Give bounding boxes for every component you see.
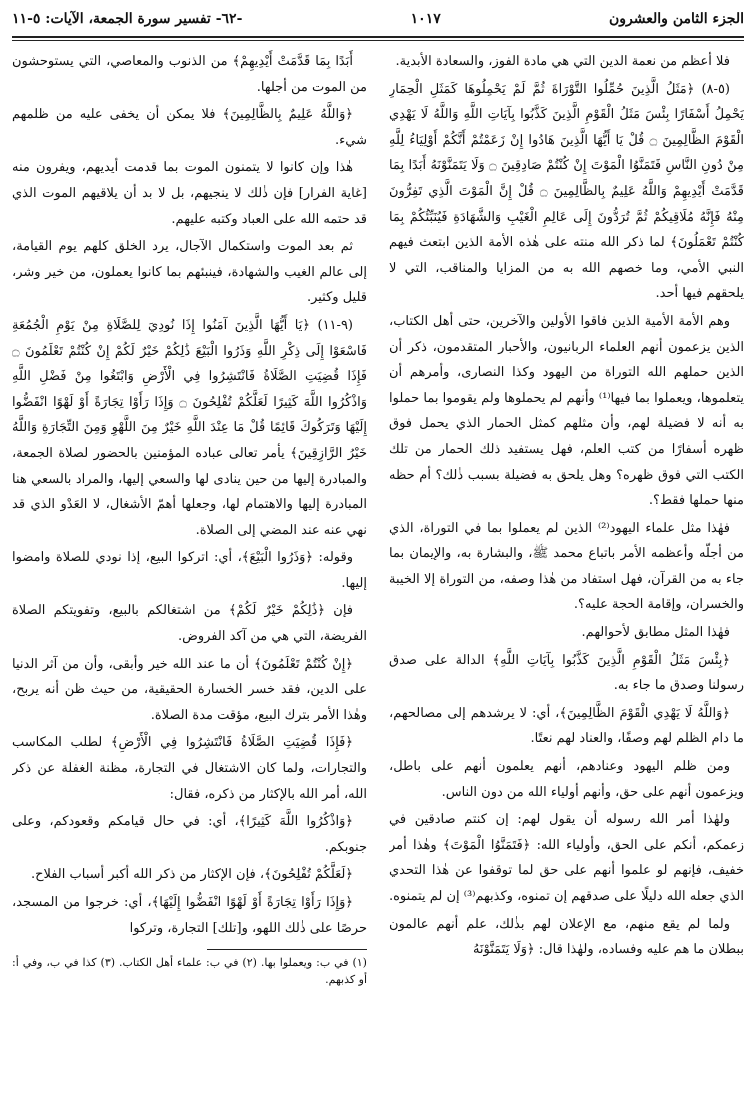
paragraph: ومن ظلم اليهود وعنادهم، أنهم يعلمون أنهم على باطل، ويزعمون أنهم على حق، وأنهم أولياء الله من دون الناس.	[389, 759, 744, 800]
header-surah-title: -٦٢- تفسير سورة الجمعة، الآيات: ٥-١١	[12, 11, 243, 27]
footnotes: (١) في ب: ويعملوا بها. (٢) في ب: علماء أهل الكتاب. (٣) كذا في ب، وفي أ: أو كذبهم.	[12, 956, 367, 987]
paragraph: ﴿وَاللَّهُ عَلِيمٌ بِالظَّالِمِينَ﴾ فلا يمكن أن يخفى عليه من ظلمهم شيء.	[12, 107, 367, 148]
paragraph: ﴿إِنْ كُنْتُمْ تَعْلَمُونَ﴾ أن ما عند الله خير وأبقى، وأن من آثر الدنيا على الدين، فقد خسر الخسارة الحقيقية، من حيث ظن أنه يربح، وهٰذا الأمر بترك البيع، مؤقت مدة الصلاة.	[12, 656, 367, 723]
paragraph: (٥-٨) ﴿مَثَلُ الَّذِينَ حُمِّلُوا التَّوْرَاةَ ثُمَّ لَمْ يَحْمِلُوهَا كَمَثَلِ الْحِمَارِ يَحْمِلُ أَسْفَارًا بِئْسَ مَثَلُ الْقَوْمِ الَّذِينَ كَذَّبُوا بِآيَاتِ اللَّهِ وَاللَّهُ لَا يَهْدِي الْقَوْمَ الظَّالِمِينَ ۝ قُلْ يَا أَيُّهَا الَّذِينَ هَادُوا إِنْ زَعَمْتُمْ أَنَّكُمْ أَوْلِيَاءُ لِلَّهِ مِنْ دُونِ النَّاسِ فَتَمَنَّوُا الْمَوْتَ إِنْ كُنْتُمْ صَادِقِينَ ۝ وَلَا يَتَمَنَّوْنَهُ أَبَدًا بِمَا قَدَّمَتْ أَيْدِيهِمْ وَاللَّهُ عَلِيمٌ بِالظَّالِمِينَ ۝ قُلْ إِنَّ الْمَوْتَ الَّذِي تَفِرُّونَ مِنْهُ فَإِنَّهُ مُلَاقِيكُمْ ثُمَّ تُرَدُّونَ إِلَى عَالِمِ الْغَيْبِ وَالشَّهَادَةِ فَيُنَبِّئُكُمْ بِمَا كُنْتُمْ تَعْمَلُونَ﴾ لما ذكر الله منته على هٰذه الأمة الذين ابتعث فيهم النبي الأمي، وما خصهم الله به من المزايا والمناقب، التي لا يلحقهم فيها أحد.	[389, 81, 744, 302]
paragraph: فهٰذا مثل علماء اليهود⁽²⁾ الذين لم يعملوا بما في التوراة، الذي من أجلّه وأعظمه الأمر باتباع محمد ﷺ، والبشارة به، والإيمان بما جاء به من القرآن، فهل استفاد من هٰذا وصفه، من التوراة إلا الخيبة والخسران، وإقامة الحجة عليه؟.	[389, 520, 744, 613]
header-part-title: الجزء الثامن والعشرون	[609, 11, 744, 27]
paragraph: أَبَدًا بِمَا قَدَّمَتْ أَيْدِيهِمْ﴾ من الذنوب والمعاصي، التي يستوحشون من الموت من أجلها.	[12, 54, 367, 95]
left-column	[12, 49, 367, 1079]
paragraph: ﴿وَاللَّهُ لَا يَهْدِي الْقَوْمَ الظَّالِمِينَ﴾، أي: لا يرشدهم إلى مصالحهم، ما دام الظلم لهم وصفًا، والعناد لهم نعتًا.	[389, 705, 744, 747]
footnote-separator	[207, 949, 367, 950]
paragraph: ﴿وَإِذَا رَأَوْا تِجَارَةً أَوْ لَهْوًا انْفَضُّوا إِلَيْهَا﴾، أي: خرجوا من المسجد، حرصًا على ذٰلك اللهو، و[تلك] التجارة، وتركوا	[12, 895, 367, 936]
paragraph: ﴿لَعَلَّكُمْ تُفْلِحُونَ﴾، فإن الإكثار من ذكر الله أكبر أسباب الفلاح.	[30, 867, 353, 883]
paragraph: فإن ﴿ذَٰلِكُمْ خَيْرٌ لَكُمْ﴾ من اشتغالكم بالبيع، وتفويتكم الصلاة الفريضة، التي هي من آكد الفروض.	[12, 603, 367, 645]
header-rule	[12, 36, 744, 38]
paragraph: هٰذا وإن كانوا لا يتمنون الموت بما قدمت أيديهم، ويفرون منه [غاية الفرار] فإن ذٰلك لا ينجيهم، بل لا بد أن يلاقيهم الموت الذي قد حتمه الله على العباد وكتبه عليهم.	[12, 160, 367, 227]
paragraph: ﴿وَاذْكُرُوا اللَّهَ كَثِيرًا﴾، أي: في حال قيامكم وقعودكم، وعلى جنوبكم.	[12, 814, 367, 855]
paragraph: ثم بعد الموت واستكمال الآجال، يرد الخلق كلهم يوم القيامة، إلى عالم الغيب والشهادة، فينبئهم بما كانوا يعملون، من خير وشر، قليل وكثير.	[12, 239, 367, 306]
paragraph: وقوله: ﴿وَذَرُوا الْبَيْعَ﴾، أي: اتركوا البيع، إذا نودي للصلاة وامضوا إليها.	[12, 550, 367, 591]
paragraph: ولهٰذا أمر الله رسوله أن يقول لهم: إن كنتم صادقين في زعمكم، أنكم على الحق، وأولياء الله: ﴿فَتَمَنَّوُا الْمَوْتَ﴾ وهٰذا أمر خفيف، فإنهم لو علموا أنهم على حق لما توقفوا عن هٰذا التحدي الذي جعله الله دليلًا على صدقهم إن تمنوه، وكذبهم⁽³⁾ إن لم يتمنوه.	[389, 812, 744, 904]
paragraph: وهم الأمة الأمية الذين فاقوا الأولين والآخرين، حتى أهل الكتاب، الذين يزعمون أنهم العلماء الربانيون، والأحبار المتقدمون، ذكر أن الذين حملهم الله التوراة من اليهود وكذا النصارى، وأمرهم أن يتعلموها، ويعملوا بما فيها⁽¹⁾ وأنهم لم يحملوها ولم يقوموا بما حملوا به أنه لا فضيلة لهم، وأن مثلهم كمثل الحمار الذي يحمل فوق ظهره أسفارًا من كتب العلم، فهل يستفيد ذلك الحمار من تلك الكتب التي فوق ظهره؟ وهل يلحق به فضيلة بسبب ذٰلك؟ أم حظه منها حملها فقط؟.	[389, 313, 744, 509]
right-column	[389, 49, 744, 1079]
paragraph: (٩-١١) ﴿يَا أَيُّهَا الَّذِينَ آمَنُوا إِذَا نُودِيَ لِلصَّلَاةِ مِنْ يَوْمِ الْجُمُعَةِ فَاسْعَوْا إِلَى ذِكْرِ اللَّهِ وَذَرُوا الْبَيْعَ ذَٰلِكُمْ خَيْرٌ لَكُمْ إِنْ كُنْتُمْ تَعْلَمُونَ ۝ فَإِذَا قُضِيَتِ الصَّلَاةُ فَانْتَشِرُوا فِي الْأَرْضِ وَابْتَغُوا مِنْ فَضْلِ اللَّهِ وَاذْكُرُوا اللَّهَ كَثِيرًا لَعَلَّكُمْ تُفْلِحُونَ ۝ وَإِذَا رَأَوْا تِجَارَةً أَوْ لَهْوًا انْفَضُّوا إِلَيْهَا وَتَرَكُوكَ قَائِمًا قُلْ مَا عِنْدَ اللَّهِ خَيْرٌ مِنَ اللَّهْوِ وَمِنَ التِّجَارَةِ وَاللَّهُ خَيْرُ الرَّازِقِينَ﴾ يأمر تعالى عباده المؤمنين بالحضور لصلاة الجمعة، والمبادرة إليها من حين ينادى لها والسعي إليها، والمراد بالسعي هنا المبادرة إليها والاهتمام لها، وجعلها أهمّ الأشغال، لا العَدْو الذي قد نهي عنه عند المضي إلى الصلاة.	[12, 317, 367, 538]
paragraph: فلا أعظم من نعمة الدين التي هي مادة الفوز، والسعادة الأبدية.	[395, 54, 730, 69]
page-header	[12, 4, 744, 34]
paragraph: ﴿بِئْسَ مَثَلُ الْقَوْمِ الَّذِينَ كَذَّبُوا بِآيَاتِ اللَّهِ﴾ الدالة على صدق رسولنا وصدق ما جاء به.	[389, 652, 744, 694]
paragraph: ولما لم يقع منهم، مع الإعلان لهم بذٰلك، علم أنهم عالمون ببطلان ما هم عليه وفساده، ولهٰذا قال: ﴿وَلَا يَتَمَنَّوْنَهُ	[389, 916, 744, 958]
paragraph: ﴿فَإِذَا قُضِيَتِ الصَّلَاةُ فَانْتَشِرُوا فِي الْأَرْضِ﴾ لطلب المكاسب والتجارات، ولما كان الاشتغال في التجارة، مظنة الغفلة عن ذكر الله، أمر الله بالإكثار من ذكره، فقال:	[12, 735, 367, 802]
header-rule-thin	[12, 40, 744, 41]
header-page-number: ١٠١٧	[410, 11, 441, 27]
text-columns	[12, 49, 744, 1079]
paragraph: فهٰذا المثل مطابق لأحوالهم.	[581, 625, 730, 641]
